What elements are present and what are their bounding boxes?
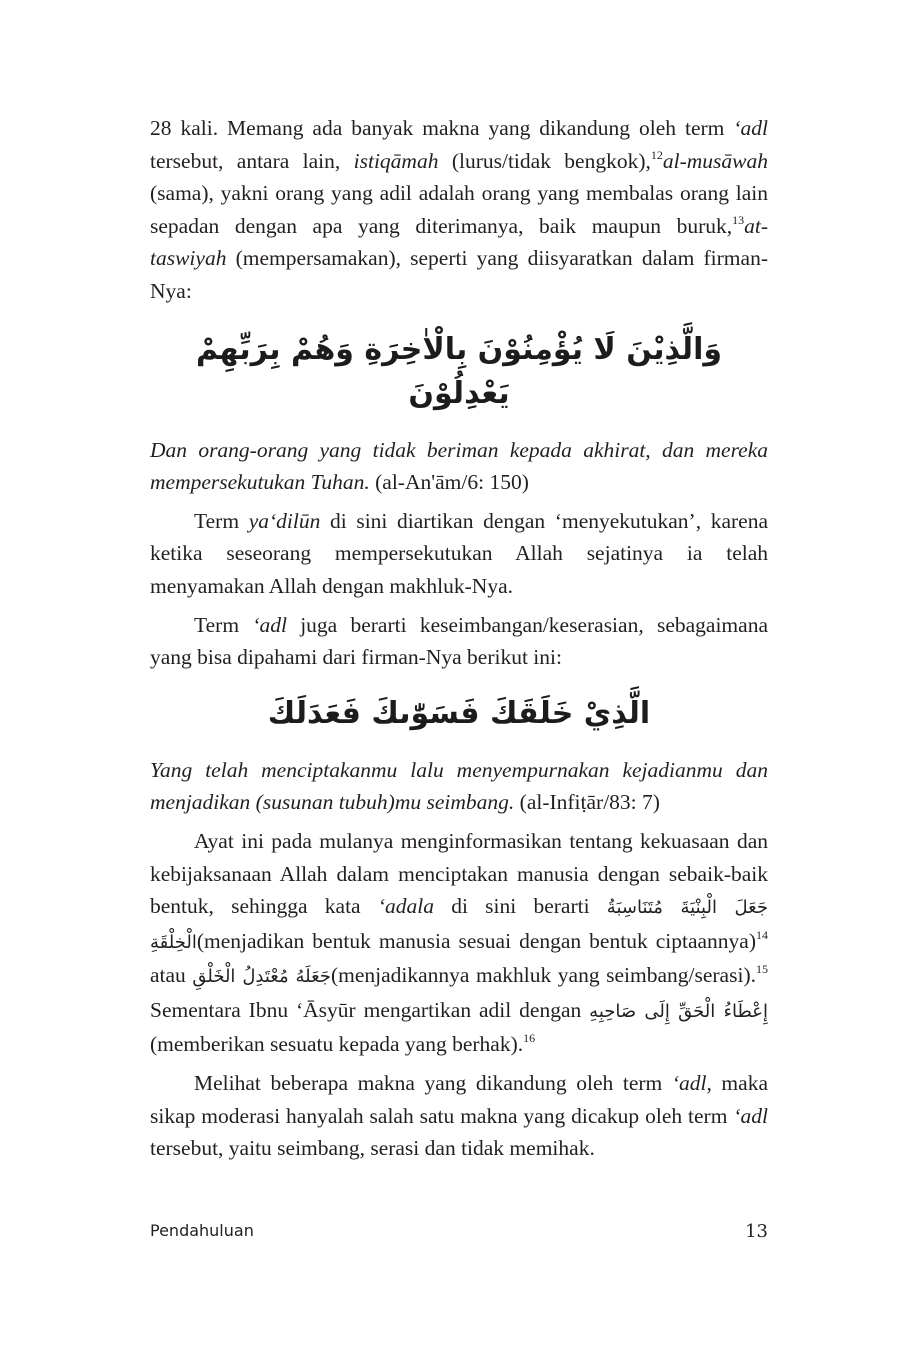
verse-2-reference: (al-Infiṭār/83: 7) — [514, 790, 660, 815]
verse-2-translation: Yang telah menciptakanmu lalu menyempurnakan kejadianmu dan menjadikan (susunan tubuh)mu seimbang. (al-Infiṭār/83: 7) — [150, 757, 768, 815]
footnote-ref-15: 15 — [755, 962, 768, 977]
term-adl: ‘adl — [671, 1071, 707, 1096]
term-adl: ‘adl — [733, 1103, 768, 1128]
paragraph-3: Term ‘adl juga berarti keseimbangan/keserasian, sebagaimana yang bisa dipahami dari firman-Nya berikut ini: — [150, 612, 768, 670]
page-body — [150, 112, 768, 1165]
arabic-phrase-1: جَعَلَ الْبِنْيَةَ مُتَنَاسِبَةُ الْخِلْقَةِ — [150, 897, 768, 953]
term-at-taswiyah: at-taswiyah — [150, 213, 768, 271]
footnote-ref-16: 16 — [523, 1031, 536, 1046]
term-yadilun: ya‘dilūn — [248, 508, 321, 533]
paragraph-1: 28 kali. Memang ada banyak makna yang dikandung oleh term ‘adl tersebut, antara lain, istiqāmah (lurus/tidak bengkok),$^{12}$al-musāwah (sama), yakni orang yang adil adalah orang yang membalas orang lain sepadan dengan apa yang diterimanya, baik maupun buruk,$^{13}$at-taswiyah (mempersamakan), seperti yang diisyaratkan dalam firman-Nya: — [150, 116, 769, 303]
quran-verse-2: الَّذِيْ خَلَقَكَ فَسَوّٰىكَ فَعَدَلَكَ — [267, 695, 651, 731]
page-number: 13 — [745, 1221, 768, 1242]
running-section-title: Pendahuluan — [150, 1221, 254, 1240]
verse-1-translation: Dan orang-orang yang tidak beriman kepada akhirat, dan mereka mempersekutukan Tuhan. (al-An'ām/6: 150) — [150, 437, 768, 495]
verse-1-reference: (al-An'ām/6: 150) — [369, 470, 529, 495]
arabic-phrase-2: جَعَلَهُ مُعْتَدِلُ الْخَلْقِ — [192, 966, 331, 988]
footnote-ref-13: 13 — [732, 212, 745, 227]
footnote-ref-14: 14 — [756, 927, 768, 942]
term-adl: ‘adl — [733, 116, 768, 140]
paragraph-2: Term ya‘dilūn di sini diartikan dengan ‘menyekutukan’, karena ketika seseorang mempersekutukan Allah sejatinya ia telah menyamakan Allah dengan makhluk-Nya. — [150, 508, 768, 598]
term-adl: ‘adl — [252, 612, 287, 637]
term-al-musawah: al-musāwah — [662, 148, 769, 173]
paragraph-5: Melihat beberapa makna yang dikandung oleh term ‘adl, maka sikap moderasi hanyalah salah satu makna yang dicakup oleh term ‘adl tersebut, yaitu seimbang, serasi dan tidak memihak. — [150, 1071, 768, 1161]
term-istiqamah: istiqāmah — [353, 148, 439, 173]
arabic-phrase-3: إِعْطَاءُ الْحَقِّ إِلَى صَاحِبِهِ — [589, 1000, 769, 1022]
page-footer — [150, 1221, 768, 1240]
footnote-ref-12: 12 — [650, 147, 663, 162]
term-adala: ‘adala — [377, 894, 434, 919]
quran-verse-1: وَالَّذِيْنَ لَا يُؤْمِنُوْنَ بِالْاٰخِرَةِ وَهُمْ بِرَبِّهِمْ يَعْدِلُوْنَ — [195, 331, 722, 411]
paragraph-4: Ayat ini pada mulanya menginformasikan tentang kekuasaan dan kebijaksanaan Allah dalam menciptakan manusia dengan sebaik-baik bentuk, sehingga kata ‘adala di sini berarti جَعَلَ الْبِنْيَةَ مُتَنَاسِبَةُ الْخِلْقَةِ(menjadikan bentuk manusia sesuai dengan bentuk ciptaannya)$^{14}$ atau جَعَلَهُ مُعْتَدِلُ الْخَلْقِ(menjadikannya makhluk yang seimbang/serasi).$^{15}$ Sementara Ibnu ‘Āsyūr mengartikan adil dengan إِعْطَاءُ الْحَقِّ إِلَى صَاحِبِهِ (memberikan sesuatu kepada yang berhak).$^{16}$ — [150, 828, 769, 1057]
